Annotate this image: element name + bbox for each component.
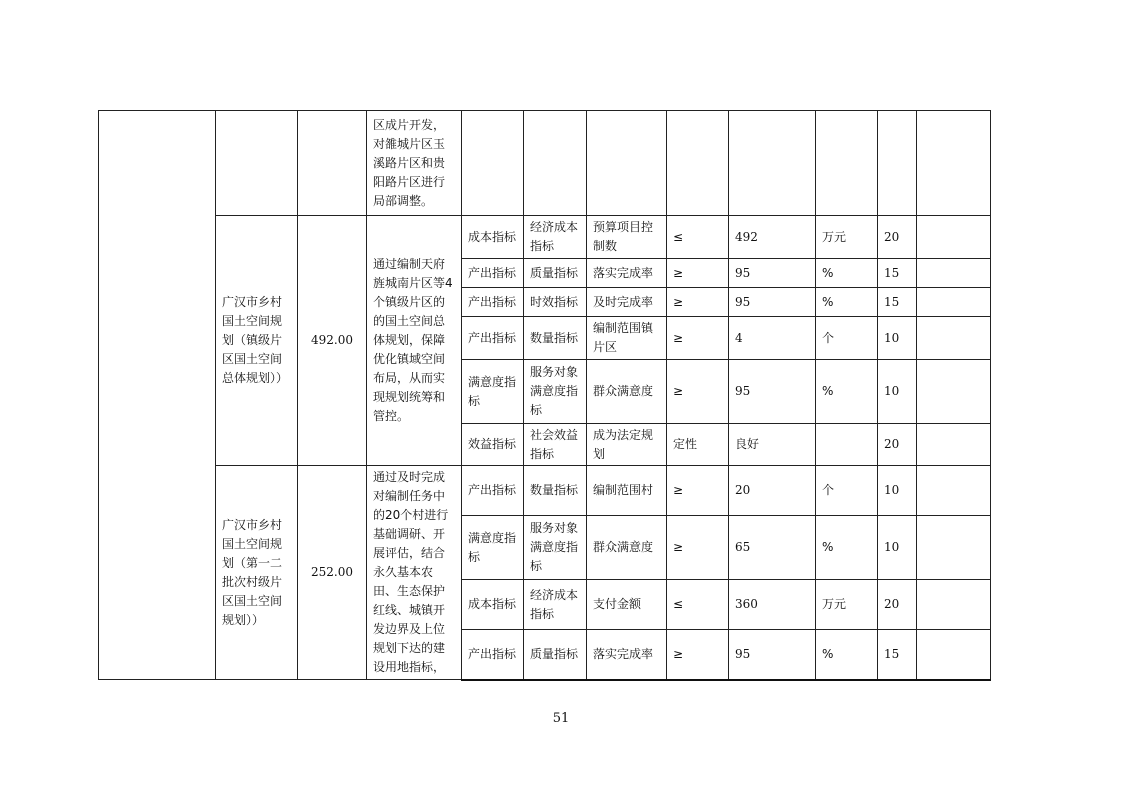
indicator-value: 492: [729, 216, 816, 259]
indicator-unit: %: [816, 259, 878, 288]
indicator-weight: 10: [878, 466, 917, 516]
indicator-weight: 10: [878, 516, 917, 580]
indicator-unit: 万元: [816, 216, 878, 259]
indicator-operator: ≥: [667, 317, 729, 360]
table-cell: [917, 360, 991, 424]
indicator-category: 效益指标: [462, 424, 524, 466]
indicator-value: 95: [729, 630, 816, 680]
indicator-unit: 个: [816, 317, 878, 360]
table-cell: [917, 630, 991, 680]
indicator-category: 产出指标: [462, 630, 524, 680]
indicator-operator: ≥: [667, 630, 729, 680]
indicator-unit: %: [816, 360, 878, 424]
indicator-subcategory: 服务对象满意度指标: [524, 516, 587, 580]
table-cell: [917, 580, 991, 630]
table-row: [99, 466, 991, 516]
indicator-name: 编制范围镇片区: [587, 317, 667, 360]
indicator-name: 预算项目控制数: [587, 216, 667, 259]
indicator-value: 95: [729, 259, 816, 288]
indicator-subcategory: 经济成本指标: [524, 216, 587, 259]
indicator-name: 群众满意度: [587, 516, 667, 580]
indicator-weight: 20: [878, 216, 917, 259]
table-row: [99, 216, 991, 259]
indicator-operator: ≥: [667, 288, 729, 317]
indicator-category: 产出指标: [462, 288, 524, 317]
table-cell: [917, 216, 991, 259]
indicator-unit: 万元: [816, 580, 878, 630]
table-cell: [917, 466, 991, 516]
project-funds: 252.00: [298, 466, 367, 680]
indicator-subcategory: 质量指标: [524, 630, 587, 680]
project-name: 广汉市乡村国土空间规划（镇级片区国土空间总体规划））: [216, 216, 298, 466]
indicator-name: 编制范围村: [587, 466, 667, 516]
indicator-subcategory: 数量指标: [524, 317, 587, 360]
indicator-subcategory: 经济成本指标: [524, 580, 587, 630]
project-funds: 492.00: [298, 216, 367, 466]
indicator-operator: ≥: [667, 259, 729, 288]
indicator-subcategory: 数量指标: [524, 466, 587, 516]
project-description: 通过及时完成对编制任务中的20个村进行基础调研、开展评估，结合永久基本农田、生态保护红线、城镇开发边界及上位规划下达的建设用地指标，: [367, 466, 462, 680]
indicator-weight: 20: [878, 580, 917, 630]
indicator-subcategory: 社会效益指标: [524, 424, 587, 466]
indicator-weight: 20: [878, 424, 917, 466]
page-number: 51: [552, 711, 570, 726]
indicator-value: 20: [729, 466, 816, 516]
indicator-name: 落实完成率: [587, 630, 667, 680]
indicator-name: 群众满意度: [587, 360, 667, 424]
table-cell: [917, 259, 991, 288]
table-cell: [298, 111, 367, 216]
indicator-operator: ≥: [667, 516, 729, 580]
indicator-value: 95: [729, 288, 816, 317]
blank-column-cell: [99, 111, 216, 680]
performance-target-table: [98, 110, 991, 681]
indicator-weight: 15: [878, 630, 917, 680]
table-cell: [216, 111, 298, 216]
table-cell: [587, 111, 667, 216]
indicator-category: 产出指标: [462, 466, 524, 516]
project-description: 通过编制天府旌城南片区等4个镇级片区的的国土空间总体规划，保障优化镇域空间布局，从而实现规划统筹和管控。: [367, 216, 462, 466]
table-cell: [729, 111, 816, 216]
table-cell: [917, 317, 991, 360]
table-row: [99, 111, 991, 216]
indicator-category: 满意度指标: [462, 516, 524, 580]
indicator-weight: 10: [878, 317, 917, 360]
indicator-value: 360: [729, 580, 816, 630]
indicator-operator: ≤: [667, 216, 729, 259]
indicator-unit: %: [816, 630, 878, 680]
indicator-value: 4: [729, 317, 816, 360]
indicator-category: 产出指标: [462, 317, 524, 360]
indicator-operator: ≤: [667, 580, 729, 630]
indicator-value: 95: [729, 360, 816, 424]
indicator-operator: ≥: [667, 360, 729, 424]
project-name: 广汉市乡村国土空间规划（第一二批次村级片区国土空间规划））: [216, 466, 298, 680]
table-cell: [524, 111, 587, 216]
indicator-value: 65: [729, 516, 816, 580]
table-cell: [816, 111, 878, 216]
indicator-unit: %: [816, 288, 878, 317]
indicator-name: 及时完成率: [587, 288, 667, 317]
indicator-subcategory: 时效指标: [524, 288, 587, 317]
indicator-subcategory: 质量指标: [524, 259, 587, 288]
indicator-weight: 10: [878, 360, 917, 424]
indicator-category: 成本指标: [462, 216, 524, 259]
continuation-description: 区成片开发，对雒城片区玉溪路片区和贵阳路片区进行局部调整。: [367, 111, 462, 216]
table-cell: [917, 111, 991, 216]
table-cell: [917, 288, 991, 317]
table-cell: [878, 111, 917, 216]
indicator-subcategory: 服务对象满意度指标: [524, 360, 587, 424]
indicator-name: 落实完成率: [587, 259, 667, 288]
table-cell: [667, 111, 729, 216]
indicator-value: 良好: [729, 424, 816, 466]
table-cell: [462, 111, 524, 216]
indicator-category: 成本指标: [462, 580, 524, 630]
indicator-unit: [816, 424, 878, 466]
indicator-category: 产出指标: [462, 259, 524, 288]
indicator-category: 满意度指标: [462, 360, 524, 424]
indicator-unit: %: [816, 516, 878, 580]
table-cell: [917, 516, 991, 580]
indicator-weight: 15: [878, 259, 917, 288]
indicator-operator: ≥: [667, 466, 729, 516]
indicator-weight: 15: [878, 288, 917, 317]
indicator-name: 成为法定规划: [587, 424, 667, 466]
indicator-unit: 个: [816, 466, 878, 516]
indicator-operator: 定性: [667, 424, 729, 466]
table-cell: [917, 424, 991, 466]
indicator-name: 支付金额: [587, 580, 667, 630]
